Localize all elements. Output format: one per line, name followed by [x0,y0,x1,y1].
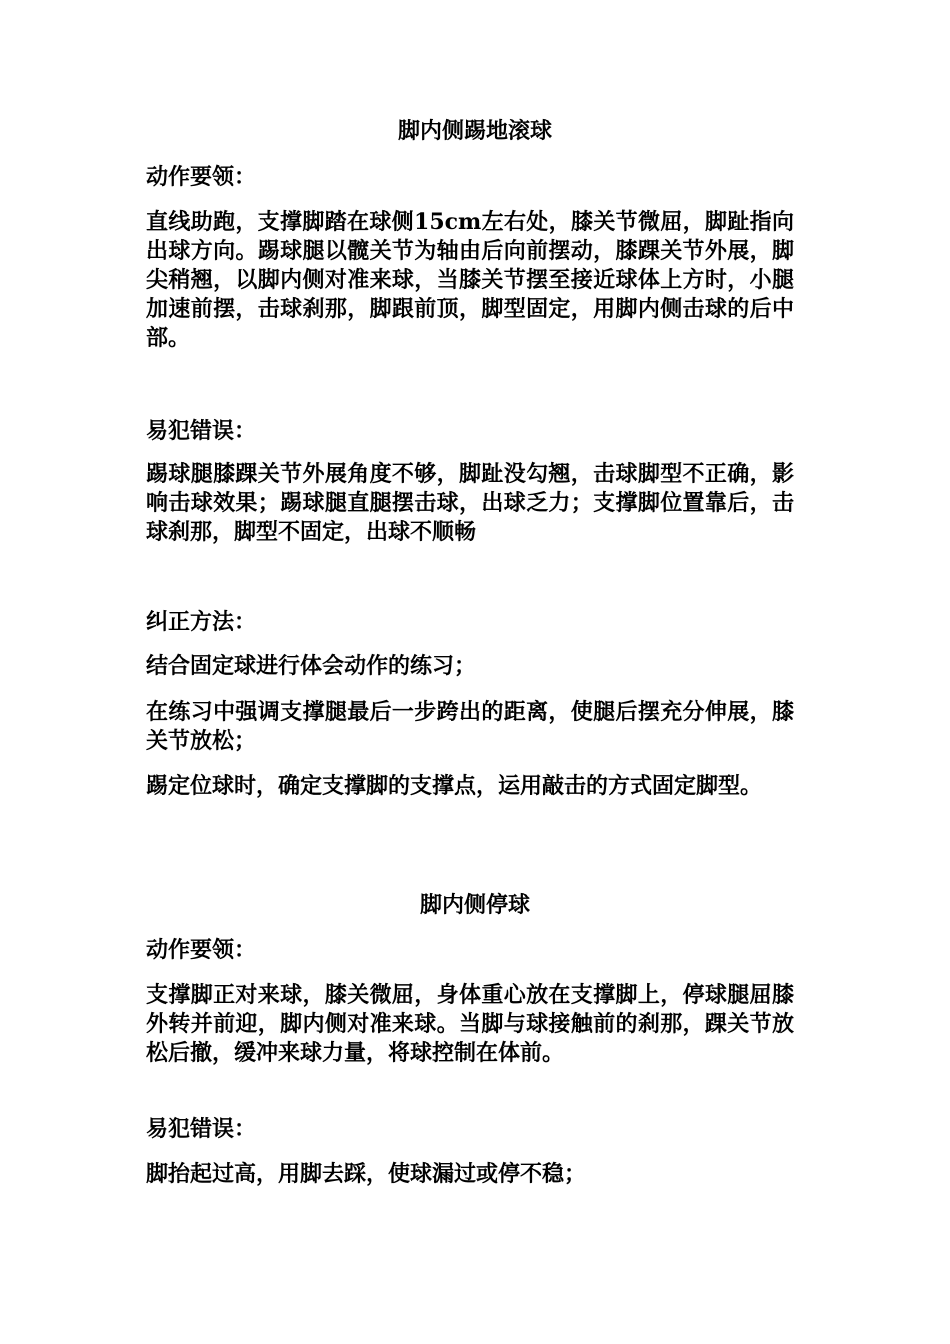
errors-heading: 易犯错误： [146,1116,257,1142]
correction-heading: 纠正方法： [146,609,257,635]
correction-item: 结合固定球进行体会动作的练习； [146,653,477,679]
essentials-paragraph: 直线助跑，支撑脚踏在球侧15cm左右处，膝关节微屈，脚趾指向出球方向。踢球腿以髋关节为轴由后向前摆动，膝踝关节外展，脚尖稍翘，以脚内侧对准来球，当膝关节摆至接近球体上方时，小腿加速前摆，击球刹那，脚跟前顶，脚型固定，用脚内侧击球的后中部。 [146,209,794,351]
section-title-inside-foot-ground-kick: 脚内侧踢地滚球 [397,118,552,144]
correction-item: 踢定位球时，确定支撑脚的支撑点，运用敲击的方式固定脚型。 [146,773,763,799]
essentials-heading: 动作要领： [146,937,257,963]
section-title-inside-foot-trap: 脚内侧停球 [419,892,530,918]
errors-heading: 易犯错误： [146,418,257,444]
errors-paragraph: 踢球腿膝踝关节外展角度不够，脚趾没勾翘，击球脚型不正确，影响击球效果；踢球腿直腿摆击球，出球乏力；支撑脚位置靠后，击球刹那，脚型不固定，出球不顺畅 [146,461,794,545]
essentials-paragraph: 支撑脚正对来球，膝关微屈，身体重心放在支撑脚上，停球腿屈膝外转并前迎，脚内侧对准来球。当脚与球接触前的刹那，踝关节放松后撤，缓冲来球力量，将球控制在体前。 [146,982,794,1066]
correction-item: 在练习中强调支撑腿最后一步跨出的距离，使腿后摆充分伸展，膝关节放松； [146,699,794,754]
errors-paragraph: 脚抬起过高，用脚去踩，使球漏过或停不稳； [146,1161,587,1187]
essentials-heading: 动作要领： [146,164,257,190]
